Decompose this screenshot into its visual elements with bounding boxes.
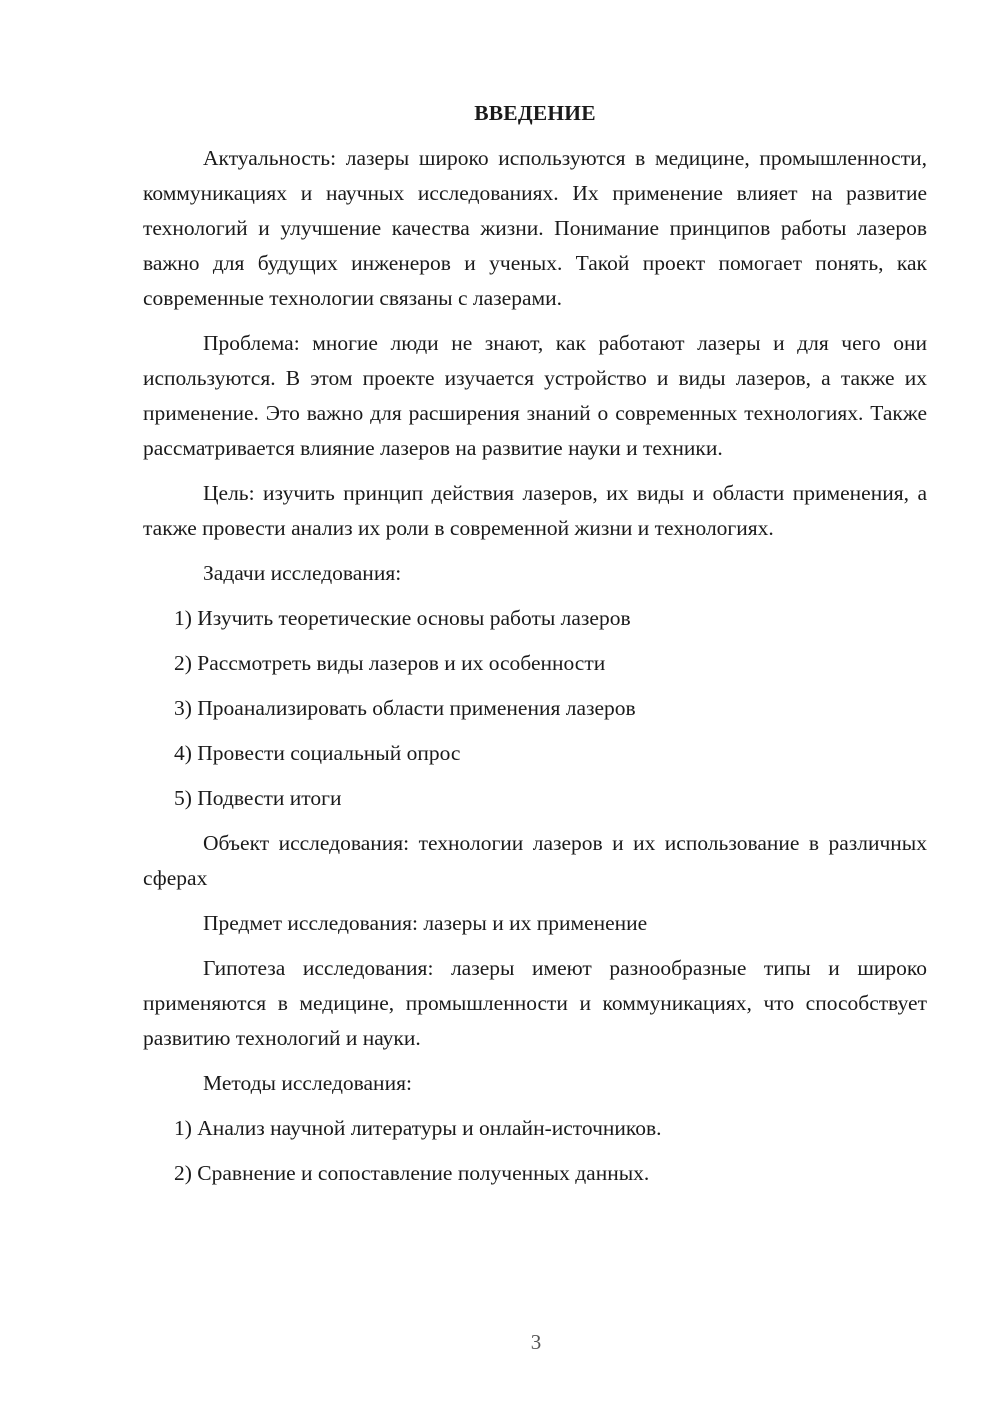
- task-item: 2) Рассмотреть виды лазеров и их особенности: [174, 651, 606, 675]
- goal-paragraph: Цель: изучить принцип действия лазеров, их виды и области применения, а также провести анализ их роли в современной жизни и технологиях.: [143, 481, 927, 540]
- methods-title: Методы исследования:: [203, 1071, 412, 1095]
- task-item: 4) Провести социальный опрос: [174, 741, 461, 765]
- page-number: 3: [530, 1330, 542, 1354]
- method-item: 2) Сравнение и сопоставление полученных данных.: [174, 1161, 650, 1185]
- hypothesis-paragraph: Гипотеза исследования: лазеры имеют разнообразные типы и широко применяются в медицине, промышленности и коммуникациях, что способствует развитию технологий и науки.: [143, 956, 927, 1050]
- page-content: [143, 96, 927, 1201]
- task-item: 5) Подвести итоги: [174, 786, 342, 810]
- section-heading: ВВЕДЕНИЕ: [474, 101, 596, 125]
- task-item: 1) Изучить теоретические основы работы лазеров: [174, 606, 631, 630]
- relevance-paragraph: Актуальность: лазеры широко используются в медицине, промышленности, коммуникациях и научных исследованиях. Их применение влияет на развитие технологий и улучшение качества жизни. Понимание принципов работы лазеров важно для будущих инженеров и ученых. Такой проект помогает понять, как современные технологии связаны с лазерами.: [143, 146, 927, 310]
- method-item: 1) Анализ научной литературы и онлайн-источников.: [174, 1116, 662, 1140]
- tasks-title: Задачи исследования:: [203, 561, 402, 585]
- task-item: 3) Проанализировать области применения лазеров: [174, 696, 636, 720]
- problem-paragraph: Проблема: многие люди не знают, как работают лазеры и для чего они используются. В этом проекте изучается устройство и виды лазеров, а также их применение. Это важно для расширения знаний о современных технологиях. Также рассматривается влияние лазеров на развитие науки и техники.: [143, 331, 927, 460]
- subject-paragraph: Предмет исследования: лазеры и их применение: [203, 911, 648, 935]
- object-paragraph: Объект исследования: технологии лазеров и их использование в различных сферах: [143, 831, 927, 890]
